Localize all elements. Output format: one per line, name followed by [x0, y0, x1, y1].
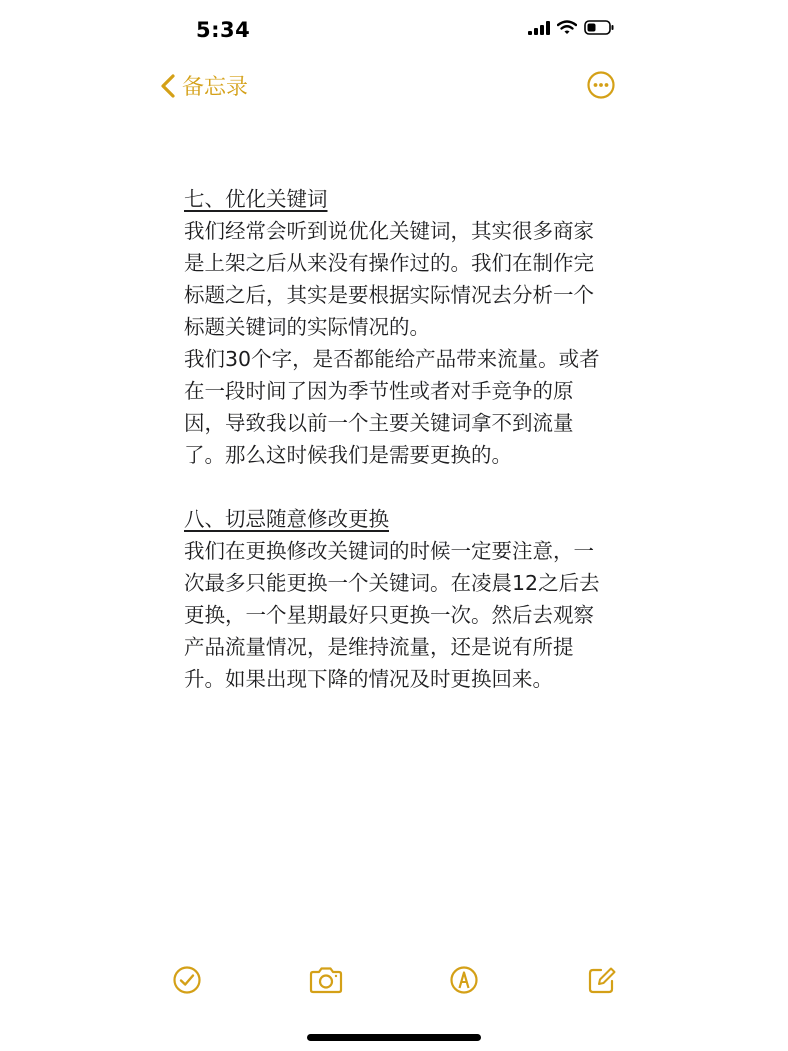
markup-button[interactable]: [448, 964, 480, 996]
chevron-left-icon: [160, 73, 176, 99]
status-time: 5:34: [196, 18, 251, 42]
home-indicator: [307, 1034, 481, 1041]
battery-icon: [584, 20, 614, 35]
cellular-signal-icon: [528, 21, 550, 35]
markup-icon: [448, 964, 480, 996]
status-icons: [528, 20, 614, 35]
note-body[interactable]: [184, 183, 614, 695]
paragraph-spacer: [184, 471, 614, 503]
compose-button[interactable]: [586, 964, 618, 996]
compose-icon: [586, 964, 618, 996]
section-7-heading: 七、优化关键词: [184, 187, 328, 211]
section-7-paragraph-1: 我们经常会听到说优化关键词，其实很多商家是上架之后从来没有操作过的。我们在制作完标题之后，其实是要根据实际情况去分析一个标题关键词的实际情况的。: [184, 219, 594, 339]
section-8-heading: 八、切忌随意修改更换: [184, 507, 389, 531]
back-button[interactable]: [160, 70, 248, 101]
ellipsis-circle-icon: [586, 70, 616, 100]
checklist-icon: [171, 964, 203, 996]
bottom-toolbar: [0, 964, 788, 1000]
status-bar: [0, 0, 788, 60]
wifi-icon: [557, 20, 577, 35]
checklist-button[interactable]: [171, 964, 203, 996]
section-7-paragraph-2: 我们30个字，是否都能给产品带来流量。或者在一段时间了因为季节性或者对手竞争的原因，导致我以前一个主要关键词拿不到流量了。那么这时候我们是需要更换的。: [184, 347, 600, 467]
section-8-paragraph-1: 我们在更换修改关键词的时候一定要注意，一次最多只能更换一个关键词。在凌晨12之后去更换，一个星期最好只更换一次。然后去观察产品流量情况，是维持流量，还是说有所提升。如果出现下降的情况及时更换回来。: [184, 539, 600, 691]
more-button[interactable]: [586, 70, 616, 100]
nav-bar: [0, 66, 788, 106]
back-label: 备忘录: [182, 75, 249, 100]
camera-icon: [308, 964, 344, 996]
camera-button[interactable]: [308, 964, 344, 996]
